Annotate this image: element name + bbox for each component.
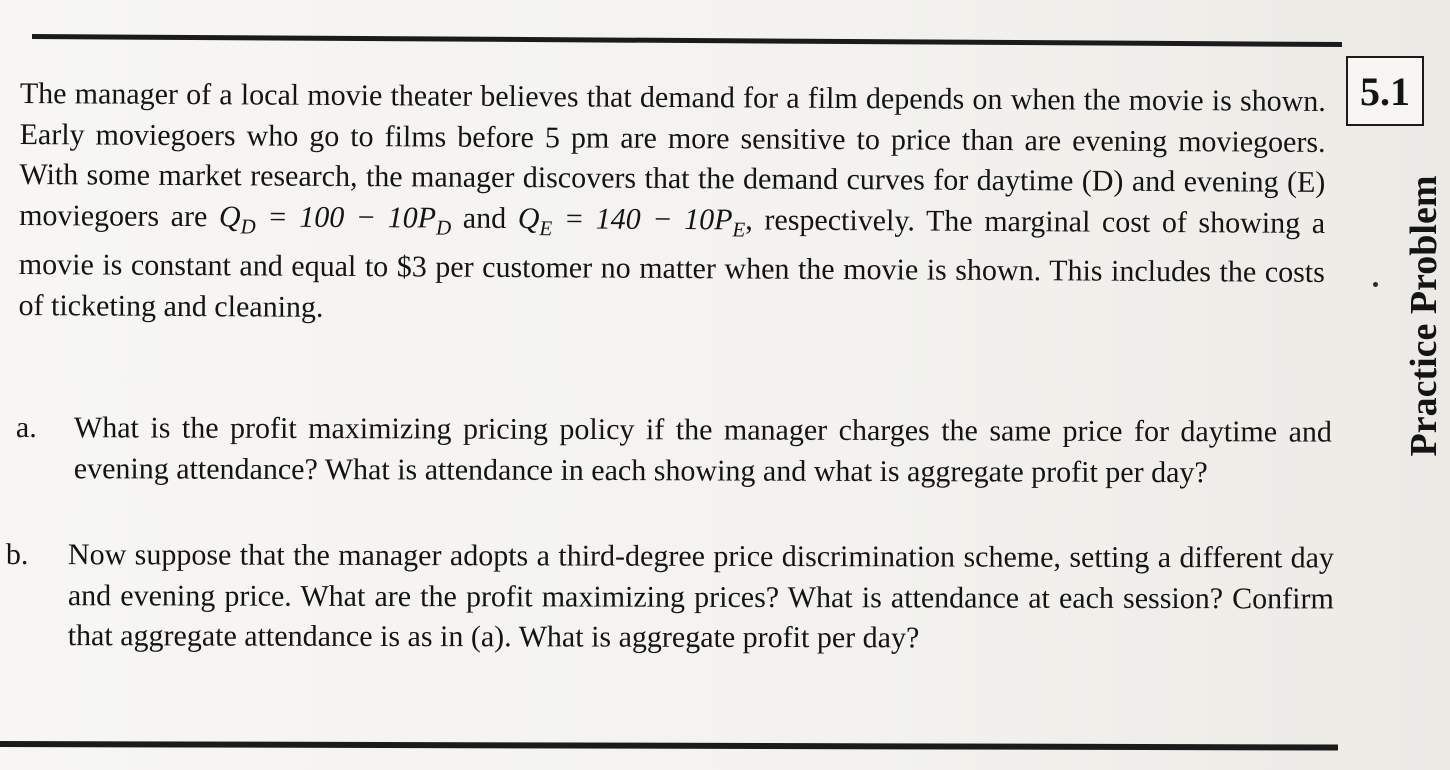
question-a-label: a. (15, 410, 37, 445)
evening-demand-equation: $Q_E = 140 - 10P_E$ (517, 201, 746, 241)
question-b (6, 535, 1334, 660)
question-b-label: b. (5, 538, 29, 572)
problem-statement (18, 74, 1326, 334)
problem-number: 5.1 (1360, 68, 1410, 114)
question-b-text: Now suppose that the manager adopts a third-degree price discrimination scheme, setting a different day and evening price. What are the profit maximizing prices? What is attendance at each session? Confirm that aggregate attendance is as in (a). What is aggregate profit per day? (67, 538, 1334, 655)
page-speck (1373, 282, 1378, 287)
statement-part-3: , respectively. The marginal cost of showing a movie is constant and equal to $3 per customer no matter when the movie is shown. This includes the costs of ticketing and cleaning. (18, 202, 1326, 324)
practice-problem-label: Practice Problem (1403, 175, 1445, 457)
question-a-text: What is the profit maximizing pricing policy if the manager charges the same price for daytime and evening attendance? What is attendance in each showing and what is aggregate profit per day? (73, 411, 1332, 489)
problem-number-badge (1346, 56, 1424, 126)
question-a (16, 408, 1332, 494)
bottom-rule (0, 741, 1338, 751)
statement-part-1: The manager of a local movie theater believes that demand for a film depends on when the movie is shown. Early moviegoers who go to films before 5 pm are more sensitive to price than are evening moviegoers. With some market research, the manager discovers that the demand curves for daytime (D) and evening (E) moviegoers are (19, 76, 1326, 233)
daytime-demand-equation: $Q_D = 100 - 10P_D$ (218, 199, 452, 240)
statement-part-2: and (451, 201, 518, 235)
top-rule (32, 34, 1342, 47)
